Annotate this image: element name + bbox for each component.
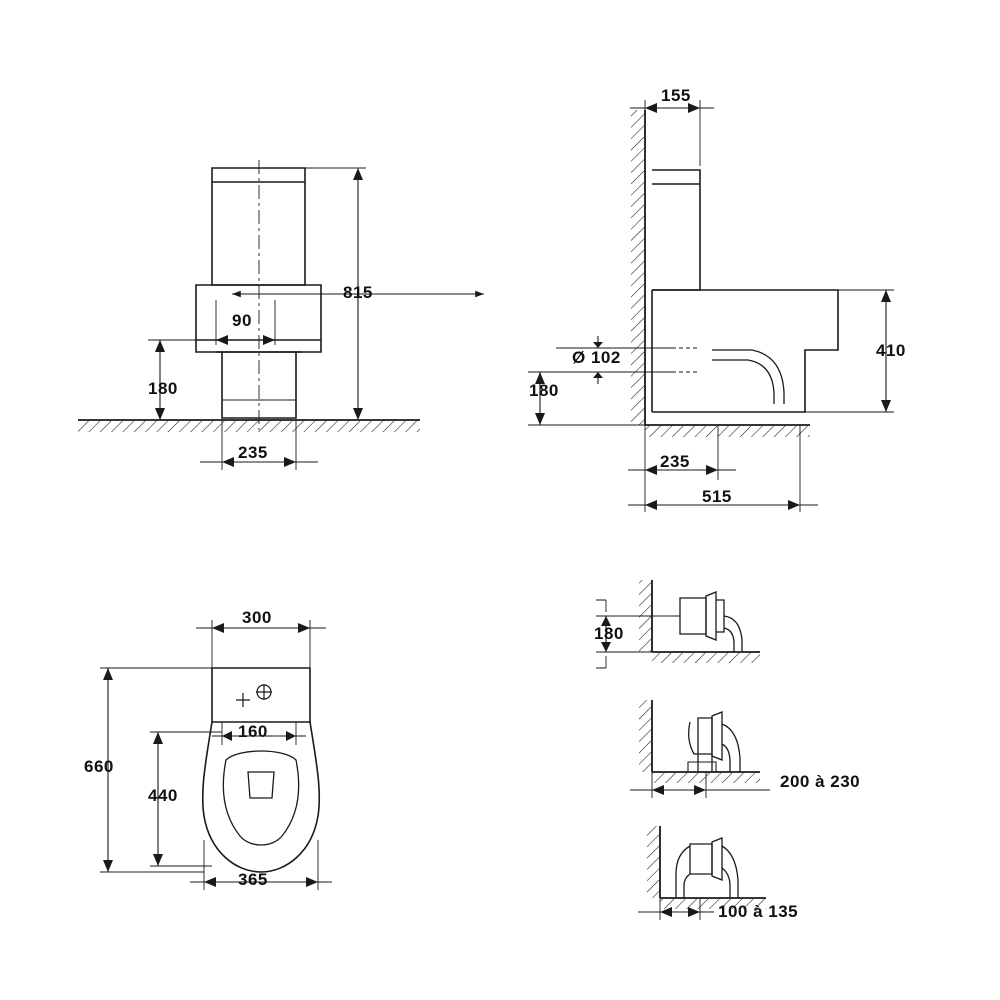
dimension-label-side-wall-to-tank: 155 — [661, 86, 691, 105]
view-front-elevation — [78, 160, 484, 470]
dimension-label-front-floor-offset: 180 — [148, 379, 178, 398]
dimension-label-plan-total-length: 660 — [84, 757, 114, 776]
dimension-label-plan-bowl-length: 440 — [148, 786, 178, 805]
dimension-label-conn-floor-range: 100 à 135 — [718, 902, 799, 921]
dimension-label-front-lever-offset: 90 — [232, 311, 252, 330]
dimension-label-front-base-width: 235 — [238, 443, 268, 462]
dimension-label-conn-vertical-range: 200 à 230 — [780, 772, 861, 791]
dimension-label-side-bowl-height: 410 — [876, 341, 906, 360]
dimension-label-side-total-depth: 515 — [702, 487, 732, 506]
dimension-label-plan-bowl-width: 365 — [238, 870, 268, 889]
dimension-label-side-outlet-diameter: Ø 102 — [572, 348, 621, 367]
view-side-elevation — [528, 100, 894, 512]
dimension-label-plan-fixing-spacing: 160 — [238, 722, 268, 741]
dimension-label-front-height: 815 — [343, 283, 373, 302]
dimension-label-side-fixing-center: 235 — [660, 452, 690, 471]
dimension-label-conn-horizontal-height: 180 — [594, 624, 624, 643]
detail-vertical-outlet — [630, 700, 770, 798]
dimension-label-side-outlet-height: 180 — [529, 381, 559, 400]
view-plan — [100, 620, 332, 890]
dimension-label-plan-tank-width: 300 — [242, 608, 272, 627]
